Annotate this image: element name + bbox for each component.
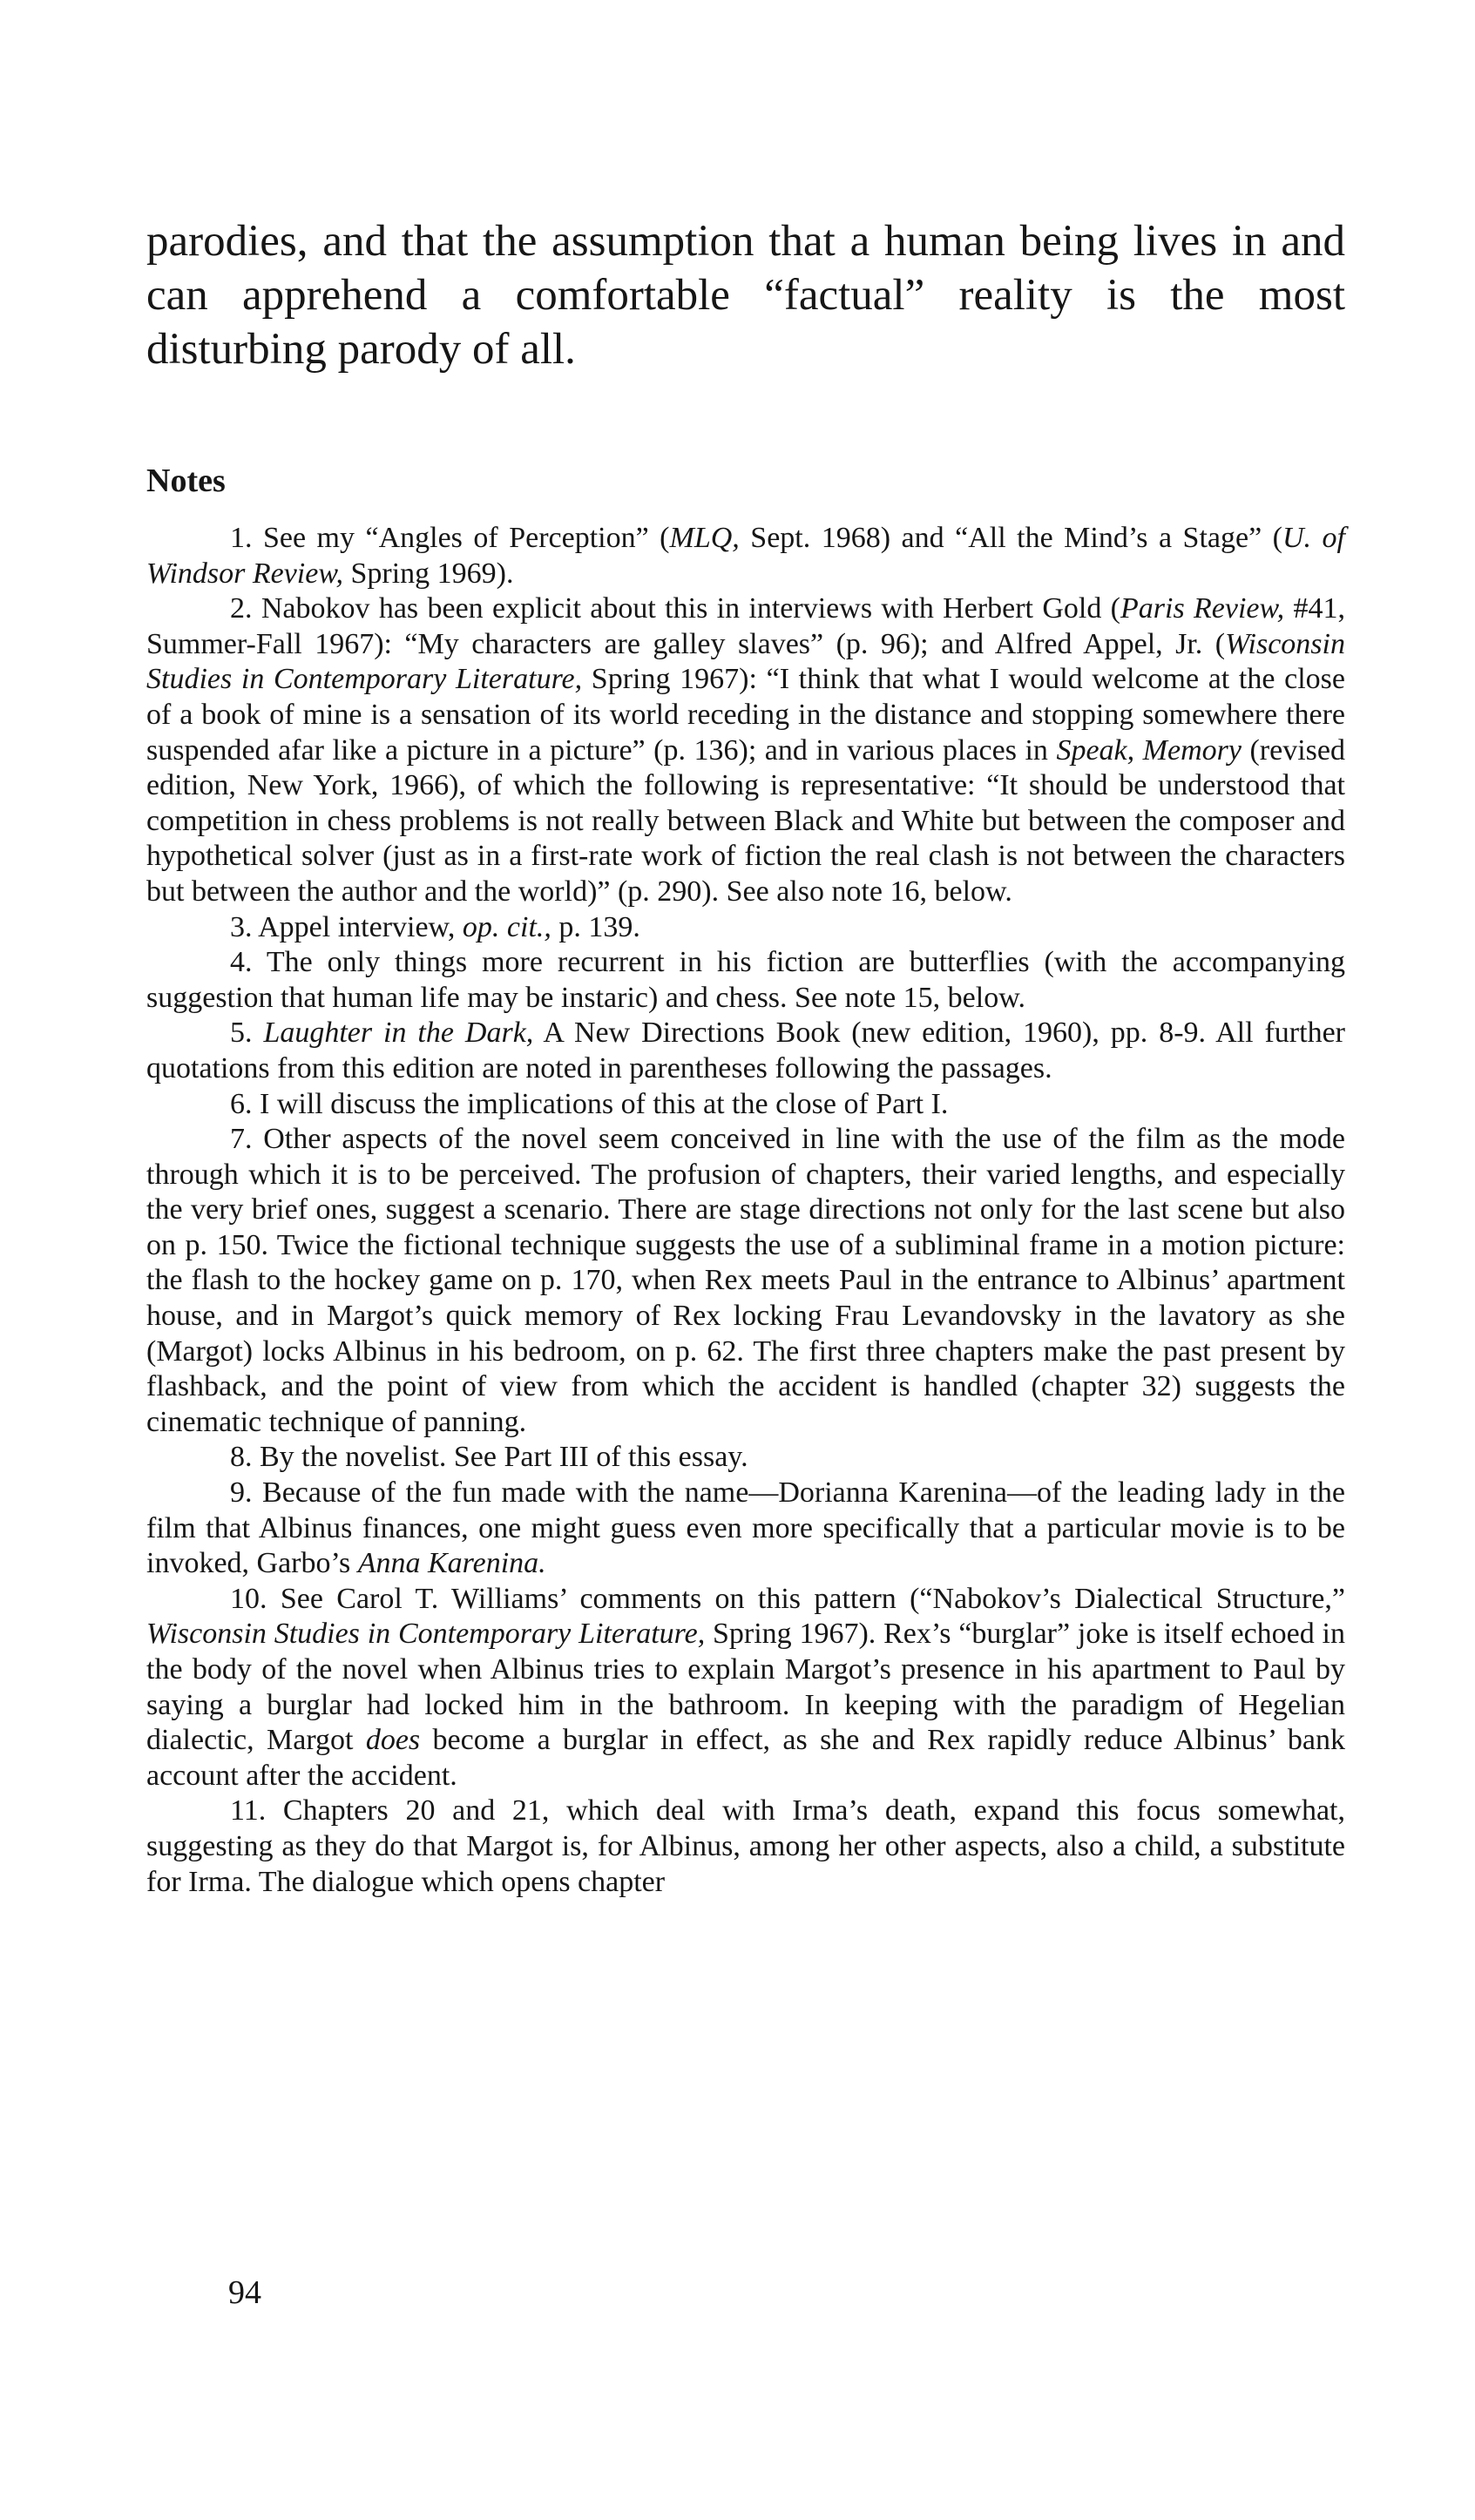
note-italic-text: Paris Review, [1120,592,1285,625]
note-item [146,910,1345,946]
note-number: 7. [230,1123,253,1156]
note-number: 8. [230,1441,253,1474]
note-number: 9. [230,1476,253,1510]
note-item [146,1476,1345,1582]
note-number: 6. [230,1087,253,1120]
note-item [146,1122,1345,1440]
note-text: Other aspects of the novel seem conceived in line with the use of the film as the mode through which it is to be perceived. The profusion of chapters, their varied lengths, and especially the very brief ones, suggest a scenario. There are stage directions not only for the last scene but also on p. 150. Twice the fictional technique suggests the use of a subliminal frame in a motion picture: the flash to the hockey game on p. 170, when Rex meets Paul in the entrance to Albinus’ apartment house, and in Margot’s quick memory of Rex locking Frau Levandovsky in the lavatory as she (Margot) locks Albinus in his bedroom, on p. 62. The first three chapters make the past present by flashback, and the point of view from which the accident is handled (chapter 32) suggests the cinematic technique of panning. [146,1123,1345,1438]
note-text: (revised edition, New York, 1966), of which the following is representative: “It should be understood that competition in chess problems is not really between Black and White but between the composer and hypothetical solver (just as in a first-rate work of fiction the real clash is not between the characters but between the author and the world)” (p. 290). See also note 16, below. [146,733,1345,908]
note-item [146,945,1345,1016]
note-text: The only things more recurrent in his fiction are butterflies (with the accompanying suggestion that human life may be instaric) and chess. See note 15, below. [146,946,1345,1014]
note-italic-text: does [365,1724,421,1757]
note-number: 11. [230,1794,267,1828]
note-text: Sept. 1968) and “All the Mind’s a Stage” ( [739,522,1282,554]
note-text: Chapters 20 and 21, which deal with Irma’s death, expand this focus somewhat, suggesting as they do that Margot is, for Albinus, among her other aspects, also a child, a substitute for Irma. The dialogue which opens chapter [146,1794,1345,1898]
note-text: #41, Summer-Fall 1967): “My characters are galley slaves” (p. 96); and Alfred Appel, Jr. ( [146,592,1346,660]
note-text: Spring 1967): “I think that what I would welcome at the close of a book of mine is a sensation of its world receding in the distance and stopping somewhere there suspended afar like a picture in a picture” (p. 136); and in various places in [146,663,1345,767]
page-number: 94 [228,2274,261,2311]
note-number: 4. [230,946,253,979]
note-italic-text: Anna Karenina. [357,1547,546,1580]
note-text: Spring 1969). [343,557,514,590]
notes-list [146,521,1345,1900]
note-italic-text: Speak, Memory [1056,733,1242,767]
note-item [146,1016,1345,1086]
note-italic-text: op. cit., [462,910,551,943]
note-number: 1. [230,522,253,554]
note-text [253,1017,264,1049]
note-text: See my “Angles of Perception” ( [252,522,670,554]
note-item [146,591,1345,909]
note-text: Appel interview, [252,910,463,943]
note-item [146,521,1345,591]
note-text: I will discuss the implications of this at the close of Part I. [252,1087,949,1120]
note-text: Because of the fun made with the name—Dorianna Karenina—of the leading lady in the film that Albinus finances, one might guess even more specifically that a particular movie is to be invoked, Garbo’s [146,1476,1345,1580]
note-item [146,1440,1345,1476]
note-item [146,1582,1345,1794]
note-text: Nabokov has been explicit about this in interviews with Herbert Gold ( [252,592,1120,625]
intro-paragraph: parodies, and that the assumption that a human being lives in and can apprehend a comfortable “factual” reality is the most disturbing parody of all. [146,217,1345,374]
notes-heading: Notes [146,463,226,499]
note-italic-text: Wisconsin Studies in Contemporary Literature, [146,1618,706,1651]
note-text: Spring 1967). Rex’s “burglar” joke is itself echoed in the body of the novel when Albinus tries to explain Margot’s presence in his apartment to Paul by saying a burglar had locked him in the bathroom. In keeping with the paradigm of Hegelian dialectic, Margot [146,1618,1345,1757]
note-italic-text: Wisconsin Studies in Contemporary Literature, [146,627,1345,696]
note-number: 10. [230,1582,267,1615]
note-italic-text: Laughter in the Dark, [263,1017,534,1050]
note-text: A New Directions Book (new edition, 1960), pp. 8-9. All further quotations from this edition are noted in parentheses following the passages. [146,1017,1345,1084]
note-number: 2. [230,592,253,625]
note-text: become a burglar in effect, as she and Rex rapidly reduce Albinus’ bank account after the accident. [146,1724,1345,1792]
note-item [146,1087,1345,1123]
note-number: 3. [230,910,253,943]
note-item [146,1794,1345,1900]
note-italic-text: MLQ, [669,522,740,554]
note-text: By the novelist. See Part III of this essay. [252,1441,748,1474]
note-text: p. 139. [551,910,640,943]
note-italic-text: U. of Windsor Review, [146,522,1345,590]
note-number: 5. [230,1017,253,1050]
note-text: See Carol T. Williams’ comments on this pattern (“Nabokov’s Dialectical Structure,” [267,1582,1345,1615]
